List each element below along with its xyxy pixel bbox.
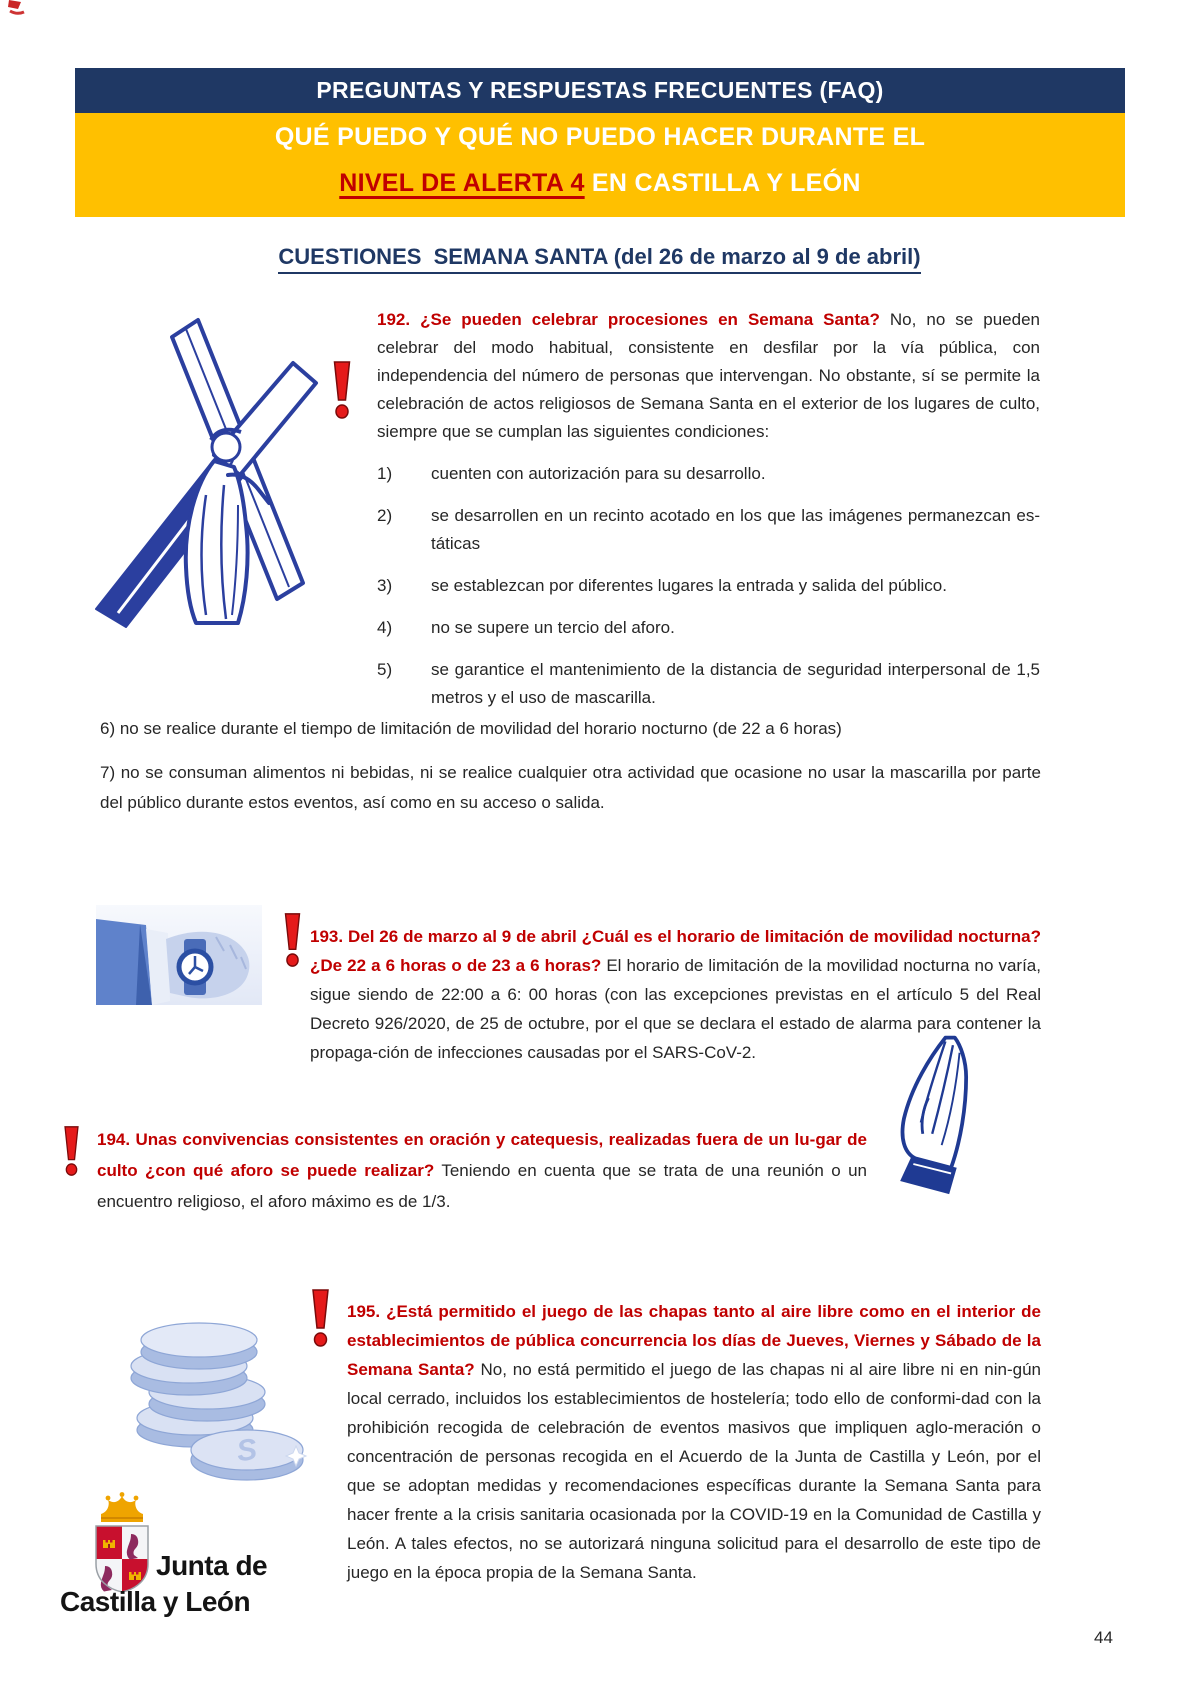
condition-7: 7) no se consuman alimentos ni bebidas, ni se realice cualquier otra actividad que ocasione no usar la mascarilla por parte del público durante estos eventos, así como en su acceso o salida. — [100, 763, 1041, 812]
header-line1: QUÉ PUEDO Y QUÉ NO PUEDO HACER DURANTE EL — [274, 123, 926, 151]
junta-castilla-leon-logo — [60, 1492, 300, 1632]
condition-6: 6) no se realice durante el tiempo de limitación de movilidad del horario nocturno (de 22 a 6 horas) — [100, 719, 842, 738]
svg-text:S: S — [234, 1432, 259, 1469]
list-item — [377, 656, 1040, 712]
question-192-block — [377, 306, 1040, 712]
list-item-number: 1) — [377, 464, 393, 483]
list-item-number: 2) — [377, 506, 393, 525]
warning-exclamation-icon — [282, 912, 303, 968]
header-yellow-panel — [75, 113, 1125, 217]
alert-level-label: NIVEL DE ALERTA 4 — [339, 169, 585, 197]
logo-text-line2: Castilla y León — [60, 1586, 251, 1617]
list-item-text: se establezcan por diferentes lugares la entrada y salida del público. — [431, 576, 947, 595]
list-item — [377, 460, 1040, 488]
q192-extra-conditions — [100, 714, 1041, 818]
list-item-text: se garantice el mantenimiento de la distancia de seguridad interpersonal de 1,5 metros y el uso de mascarilla. — [431, 660, 1040, 707]
question-195-label: 195. ¿Está permitido el juego de las chapas tanto al aire libre como en el interior de establecimientos de pública concurrencia los días de Jueves, Viernes y Sábado de la Semana Santa? — [347, 1302, 1041, 1379]
question-194-block — [97, 1124, 867, 1217]
corner-scan-mark-icon — [5, 0, 31, 20]
header-bar-title: PREGUNTAS Y RESPUESTAS FRECUENTES (FAQ) — [75, 68, 1125, 113]
list-item — [377, 572, 1040, 600]
warning-exclamation-icon — [309, 1288, 332, 1348]
list-item-text: se desarrollen en un recinto acotado en los que las imágenes permanezcan es-táticas — [431, 506, 1040, 553]
warning-exclamation-icon — [62, 1124, 81, 1178]
warning-exclamation-icon — [330, 360, 354, 420]
list-item — [377, 614, 1040, 642]
list-item — [377, 502, 1040, 558]
question-195-block — [347, 1297, 1041, 1587]
question-194-answer: Teniendo en cuenta que se trata de una reunión o un encuentro religioso, el aforo máximo es de 1/3. — [97, 1161, 867, 1211]
question-192-answer: No, no se pueden celebrar del modo habitual, consistente en desfilar por la vía pública, con independencia del número de personas que intervengan. No obstante, sí se permite la celebración de actos religiosos de Semana Santa en el exterior de los lugares de culto, siempre que se cumplan las siguientes condiciones: — [377, 310, 1040, 441]
region-label: EN CASTILLA Y LEÓN — [591, 169, 861, 197]
question-192-paragraph — [377, 306, 1040, 446]
praying-hands-illustration — [868, 1032, 1003, 1197]
jesus-carrying-cross-illustration — [88, 315, 338, 630]
wristwatch-hand-illustration — [96, 905, 262, 1005]
question-193-answer: El horario de limitación de la movilidad nocturna no varía, sigue siendo de 22:00 a 6: 00 horas (con las excepciones previstas en el artículo 5 del Real Decreto 926/2020, de 25 de octubre, por el que se declara el estado de alarma para contener la propaga-ción de infecciones causadas por el SARS-CoV-2. — [310, 956, 1041, 1062]
list-item-text: no se supere un tercio del aforo. — [431, 618, 675, 637]
list-item-text: cuenten con autorización para su desarrollo. — [431, 464, 766, 483]
section-title — [0, 243, 1199, 274]
list-item-number: 5) — [377, 660, 393, 679]
question-194-paragraph — [97, 1124, 867, 1217]
header-line2 — [75, 169, 1125, 198]
question-195-answer: No, no está permitido el juego de las chapas ni al aire libre ni en nin-gún local cerrado, incluidos los establecimientos de hostelería; todo ello de conformi-dad con la prohibición recogida de celebración de eventos masivos que impliquen aglo-meración o concentración de personas recogida en el Acuerdo de la Junta de Castilla y León, por el que se adoptan medidas y recomendaciones específicas durante la Semana Santa para hacer frente a la crisis sanitaria ocasionada por la COVID-19 en la Comunidad de Castilla y León. A tales efectos, no se autorizará ninguna solicitud para el desarrollo de este tipo de juego en la época propia de la Semana Santa. — [347, 1360, 1041, 1582]
question-192-label: 192. ¿Se pueden celebrar procesiones en Semana Santa? — [377, 310, 880, 329]
header-banner — [75, 68, 1125, 217]
logo-text-line1: Junta de — [156, 1550, 268, 1581]
question-195-paragraph — [347, 1297, 1041, 1587]
section-title-text: CUESTIONES SEMANA SANTA (del 26 de marzo al 9 de abril) — [278, 244, 920, 274]
q192-conditions-list — [377, 460, 1040, 712]
list-item-number: 3) — [377, 576, 393, 595]
question-194-label: 194. Unas convivencias consistentes en oración y catequesis, realizadas fuera de un lu-gar de culto ¿con qué aforo se puede realizar? — [97, 1130, 867, 1180]
junta-crest-icon — [86, 1492, 158, 1596]
coins-illustration — [95, 1300, 310, 1485]
list-item-number: 4) — [377, 618, 393, 637]
page-number: 44 — [1094, 1628, 1113, 1647]
question-193-label: 193. Del 26 de marzo al 9 de abril ¿Cuál es el horario de limitación de movilidad nocturna? ¿De 22 a 6 horas o de 23 a 6 horas? — [310, 927, 1041, 975]
